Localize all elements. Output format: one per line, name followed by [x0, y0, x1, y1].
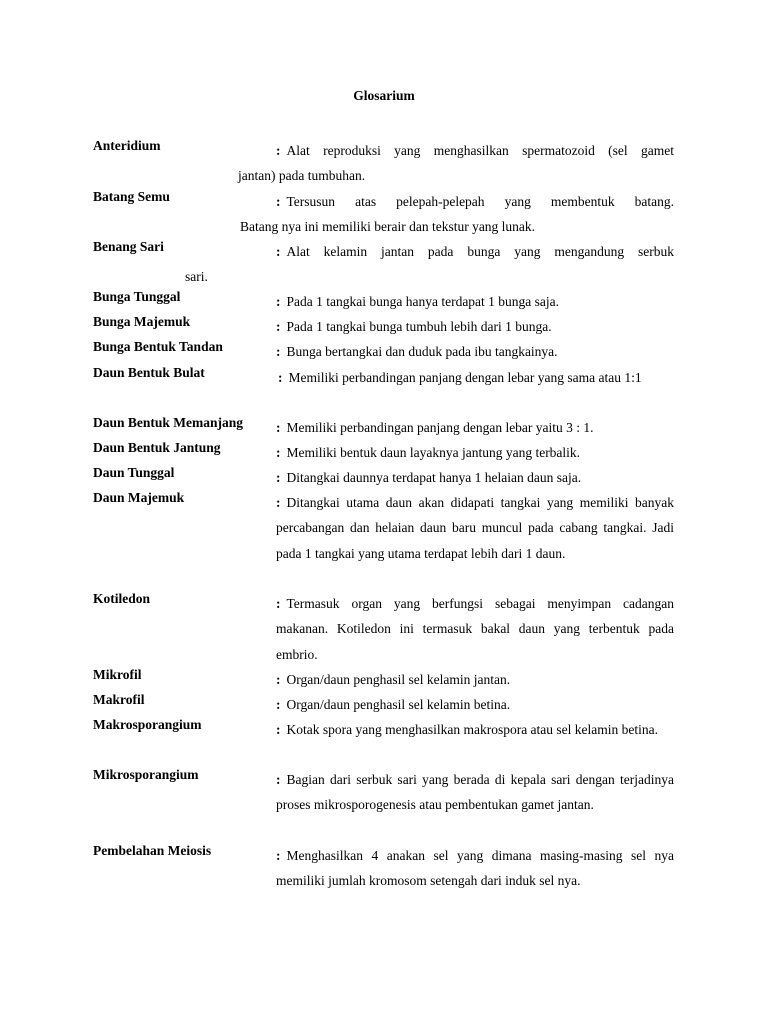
glossary-definition-continuation: Batang nya ini memiliki berair dan tekstur yang lunak. [240, 219, 536, 234]
glossary-term: Daun Tunggal [93, 465, 175, 480]
glossary-term: Makrofil [93, 692, 145, 707]
glossary-definition-continuation: jantan) pada tumbuhan. [238, 168, 366, 183]
glossary-definition: : Pada 1 tangkai bunga tumbuh lebih dari 1 bunga. [276, 319, 552, 334]
glossary-term: Makrosporangium [93, 717, 202, 732]
glossary-term: Daun Bentuk Memanjang [93, 415, 244, 430]
glossary-definition: : Tersusun atas pelepah-pelepah yang membentuk batang. [276, 194, 674, 209]
glossary-definition: : Memiliki perbandingan panjang dengan lebar yaitu 3 : 1. [276, 420, 594, 435]
glossary-definition: : Ditangkai utama daun akan didapati tangkai yang memiliki banyak percabangan dan helaian daun baru muncul pada cabang tangkai. Jadi pada 1 tangkai yang utama terdapat lebih dari 1 daun. [276, 495, 674, 561]
glossary-term: Daun Majemuk [93, 490, 185, 505]
glossary-definition: : Termasuk organ yang berfungsi sebagai menyimpan cadangan makanan. Kotiledon ini termasuk bakal daun yang terbentuk pada embrio. [276, 596, 674, 662]
glossary-definition: : Ditangkai daunnya terdapat hanya 1 helaian daun saja. [276, 470, 582, 485]
glossary-definition: : Memiliki bentuk daun layaknya jantung yang terbalik. [276, 445, 581, 460]
glossary-term: Bunga Majemuk [93, 314, 191, 329]
glossary-term: Daun Bentuk Bulat [93, 365, 205, 380]
glossary-term: Bunga Tunggal [93, 289, 181, 304]
glossary-term: Anteridium [93, 138, 161, 153]
glossary-definition: : Kotak spora yang menghasilkan makrospora atau sel kelamin betina. [276, 722, 659, 737]
glossary-definition: : Organ/daun penghasil sel kelamin betina. [276, 697, 511, 712]
glossary-term: Daun Bentuk Jantung [93, 440, 221, 455]
glossary-definition: : Pada 1 tangkai bunga hanya terdapat 1 bunga saja. [276, 294, 560, 309]
glossary-definition: : Memiliki perbandingan panjang dengan lebar yang sama atau 1:1 [278, 370, 642, 385]
glossary-definition: : Bunga bertangkai dan duduk pada ibu tangkainya. [276, 344, 558, 359]
glossary-term: Mikrofil [93, 667, 142, 682]
glossary-term: Batang Semu [93, 189, 170, 204]
glossary-term: Benang Sari [93, 239, 164, 254]
glossary-term: Mikrosporangium [93, 767, 199, 782]
glossary-definition: : Bagian dari serbuk sari yang berada di kepala sari dengan terjadinya proses mikrosporogenesis atau pembentukan gamet jantan. [276, 772, 674, 813]
glossary-term: Kotiledon [93, 591, 151, 606]
glossary-definition: : Organ/daun penghasil sel kelamin jantan. [276, 672, 511, 687]
glossary-definition: : Menghasilkan 4 anakan sel yang dimana masing-masing sel nya memiliki jumlah kromosom setengah dari induk sel nya. [276, 848, 674, 889]
glossary-definition: : Alat kelamin jantan pada bunga yang mengandung serbuk [276, 244, 674, 259]
page-title: Glosarium [353, 88, 415, 103]
glossary-definition-continuation: sari. [185, 269, 208, 284]
glossary-definition: : Alat reproduksi yang menghasilkan spermatozoid (sel gamet [276, 143, 674, 158]
glossary-term: Bunga Bentuk Tandan [93, 339, 223, 354]
glossary-term: Pembelahan Meiosis [93, 843, 212, 858]
